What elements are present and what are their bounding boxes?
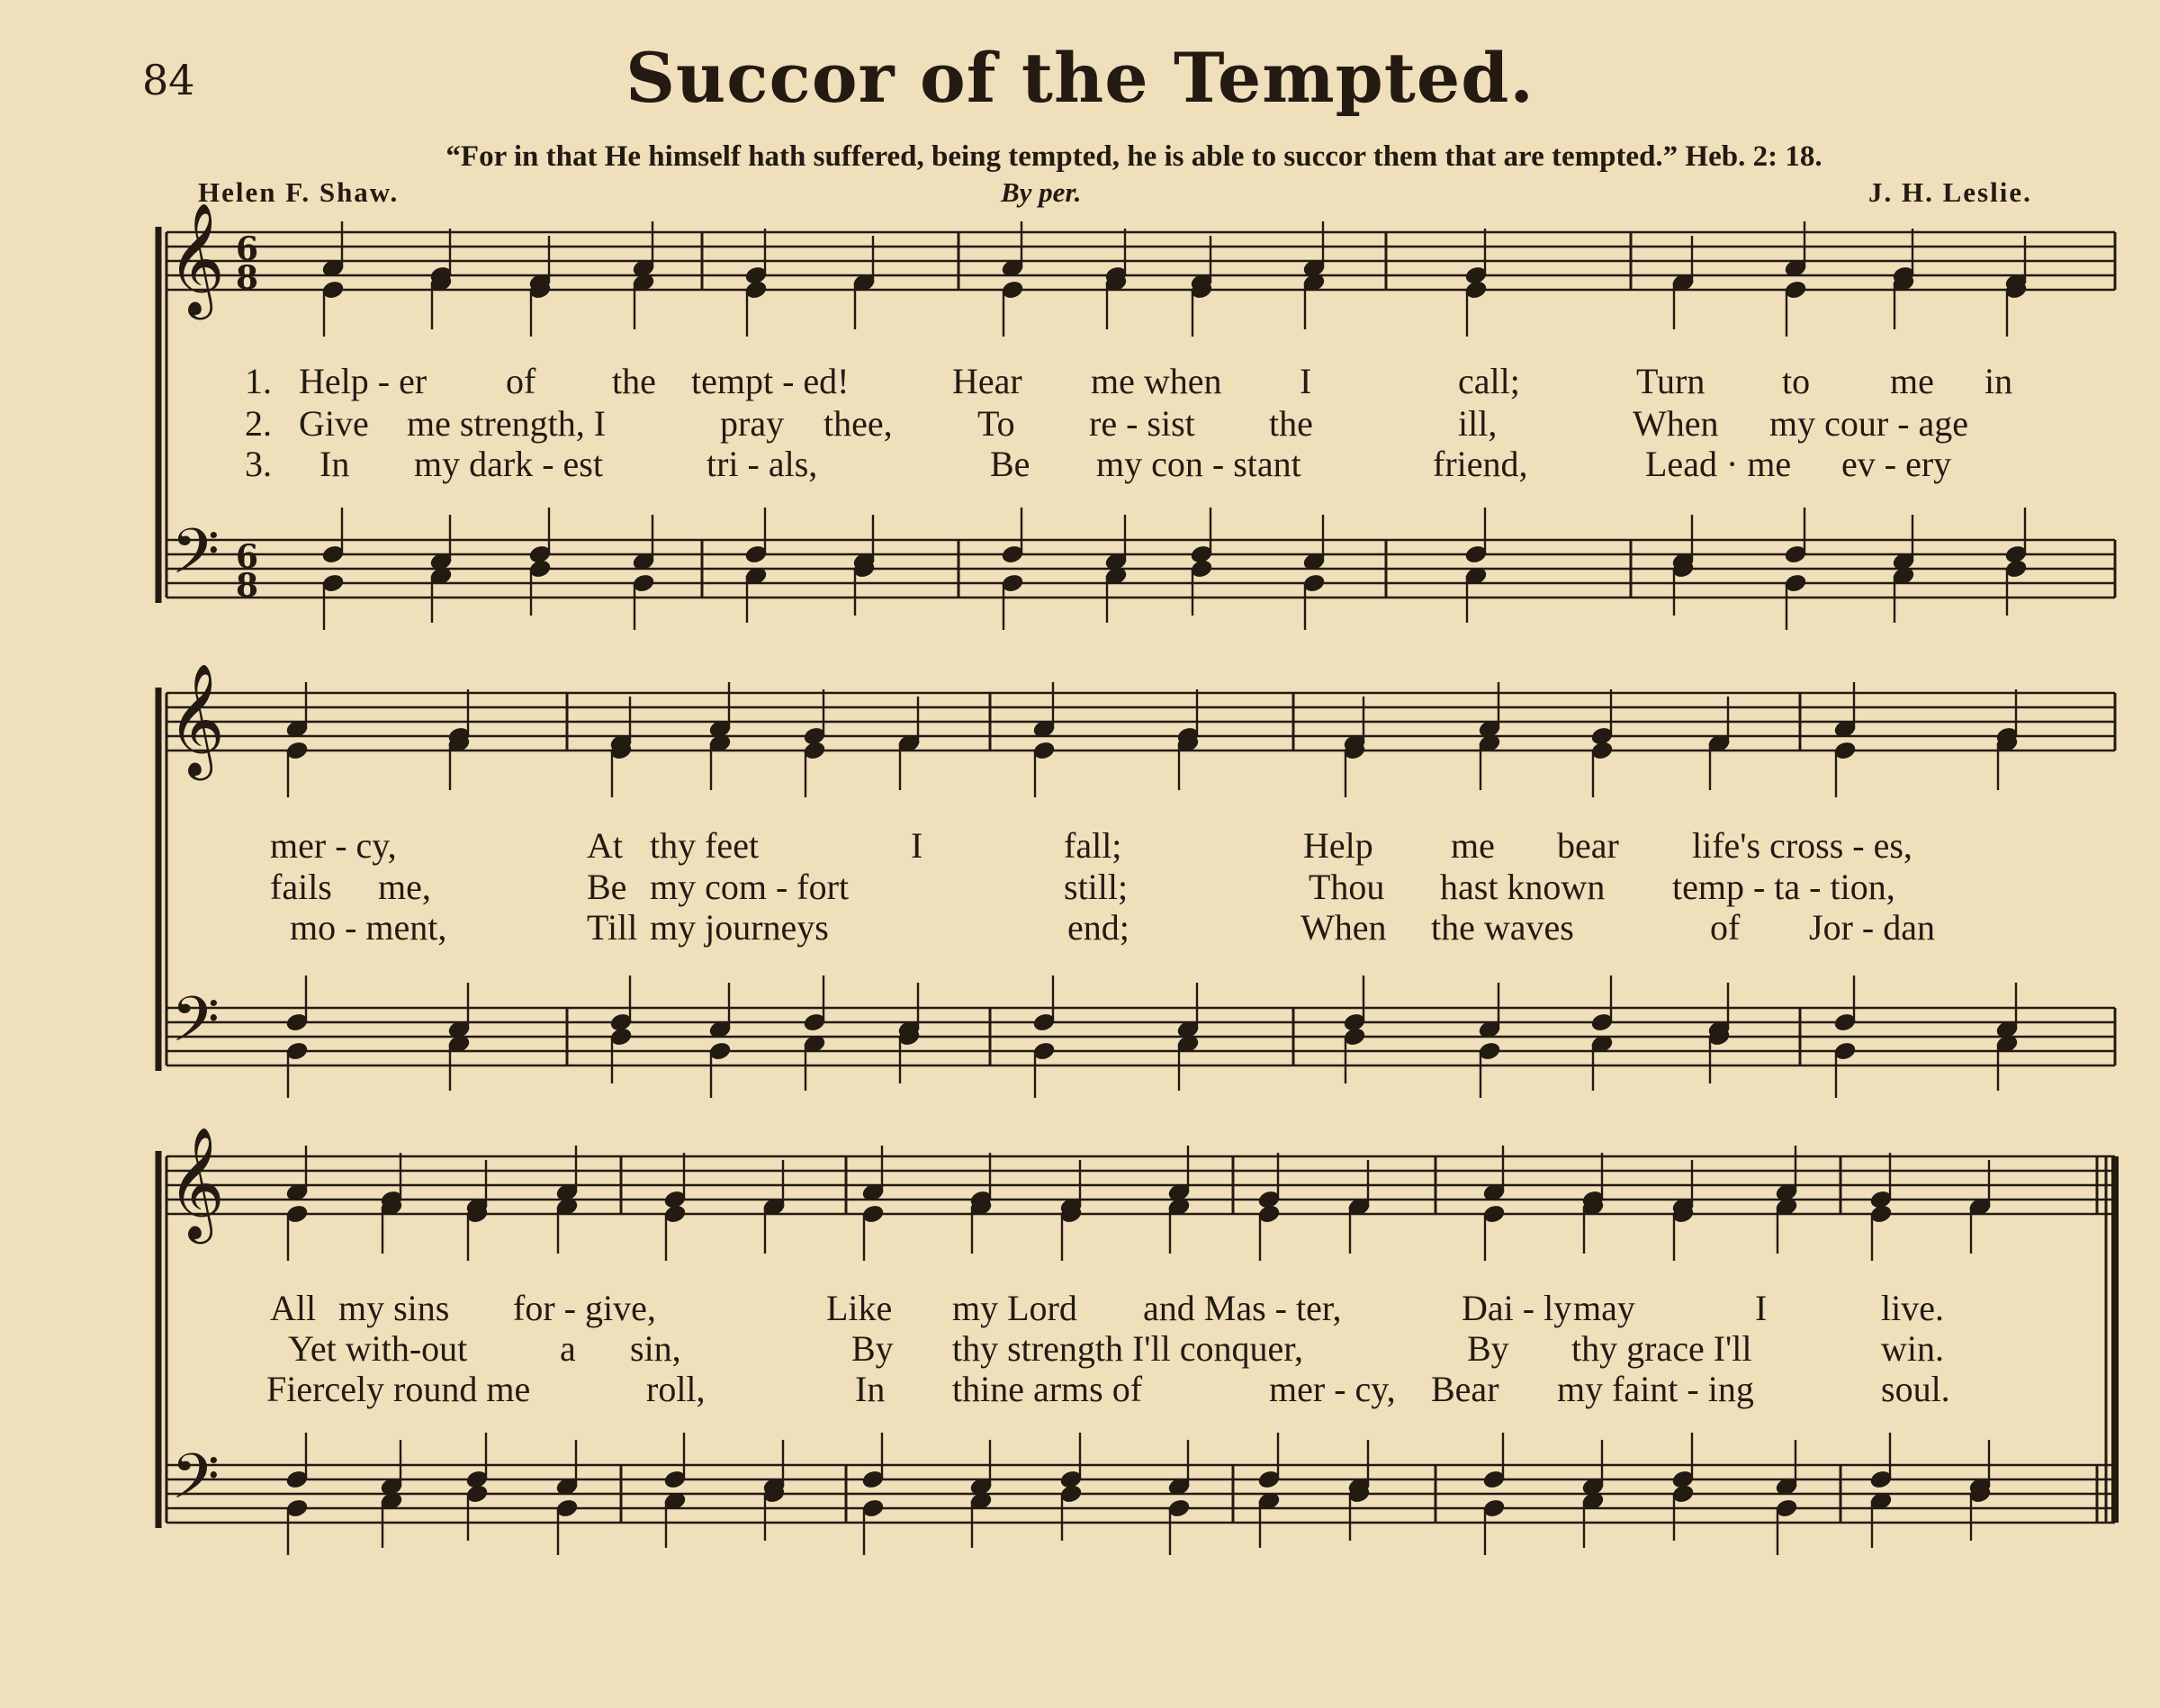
lyric-syllable: temp - ta - tion, — [1672, 867, 1895, 907]
lyric-syllable: thine arms of — [952, 1369, 1143, 1409]
lyric-syllable: me when — [1091, 361, 1222, 401]
lyric-syllable: ev - ery — [1841, 444, 1952, 484]
lyric-syllable: By — [851, 1328, 894, 1369]
lyric-syllable: the — [1269, 403, 1313, 444]
hymn-title: Succor of the Tempted. — [626, 38, 1534, 118]
lyrics-system2-verse2 — [0, 866, 2160, 905]
lyric-syllable: still; — [1064, 867, 1129, 907]
scripture-epigraph: “For in that He himself hath suffered, being tempted, he is able to succor them that are tempted.” Heb. 2: 18. — [446, 140, 1822, 173]
lyric-syllable: hast known — [1440, 867, 1606, 907]
lyric-syllable: Dai - ly — [1462, 1288, 1572, 1328]
lyric-syllable: Be — [990, 444, 1030, 484]
lyric-syllable: me, — [378, 867, 431, 907]
lyric-syllable: Help — [1303, 825, 1373, 866]
lyric-syllable: my Lord — [952, 1288, 1077, 1328]
lyric-syllable: my con - stant — [1096, 444, 1301, 484]
permission-note: By per. — [1001, 176, 1082, 208]
lyric-syllable: may — [1573, 1288, 1635, 1328]
lyric-syllable: I — [1300, 361, 1312, 401]
lyric-syllable: re - sist — [1089, 403, 1195, 444]
lyric-syllable: thee, — [824, 403, 893, 444]
lyric-syllable: Till — [587, 907, 638, 948]
lyric-syllable: me — [1451, 825, 1495, 866]
lyric-syllable: fall; — [1064, 825, 1122, 866]
page-number: 84 — [142, 56, 195, 104]
lyric-syllable: mer - cy, — [270, 825, 397, 866]
lyric-syllable: soul. — [1881, 1369, 1950, 1409]
lyrics-system1-verse1 — [0, 360, 2160, 400]
time-signature-bottom: 8 — [236, 567, 259, 605]
lyric-syllable: Be — [587, 867, 627, 907]
lyric-syllable: By — [1467, 1328, 1509, 1369]
time-signature-top: 6 — [236, 538, 259, 576]
treble-clef-icon: 𝄞 — [167, 1127, 225, 1239]
lyric-syllable: of — [506, 361, 536, 401]
lyrics-system3-verse2 — [0, 1327, 2160, 1367]
lyric-syllable: my faint - ing — [1557, 1369, 1754, 1409]
lyric-syllable: a — [560, 1328, 576, 1369]
lyric-syllable: sin, — [630, 1328, 681, 1369]
lyric-syllable: tri - als, — [706, 444, 818, 484]
lyric-syllable: thy strength I'll conquer, — [952, 1328, 1303, 1369]
lyric-syllable: call; — [1458, 361, 1520, 401]
treble-clef-icon: 𝄞 — [167, 663, 225, 776]
lyric-syllable: Bear — [1431, 1369, 1499, 1409]
time-signature-bottom: 8 — [236, 259, 259, 297]
bass-clef-icon: 𝄢 — [171, 983, 220, 1071]
lyric-syllable: bear — [1557, 825, 1619, 866]
lyrics-system1-verse2 — [0, 402, 2160, 442]
lyric-syllable: 2. — [245, 403, 272, 444]
lyrics-system2-verse3 — [0, 906, 2160, 946]
bass-clef-icon: 𝄢 — [171, 1440, 220, 1528]
lyric-syllable: friend, — [1433, 444, 1528, 484]
lyric-syllable: win. — [1881, 1328, 1944, 1369]
lyric-syllable: mer - cy, — [1269, 1369, 1396, 1409]
lyric-syllable: the waves — [1431, 907, 1574, 948]
lyric-syllable: Give — [299, 403, 369, 444]
lyric-syllable: In — [320, 444, 350, 484]
lyric-syllable: thy grace I'll — [1571, 1328, 1752, 1369]
lyric-syllable: Turn — [1636, 361, 1706, 401]
lyric-syllable: Fiercely round me — [266, 1369, 531, 1409]
lyrics-system1-verse3 — [0, 443, 2160, 482]
lyric-syllable: Hear — [952, 361, 1022, 401]
composer-credit: J. H. Leslie. — [1868, 176, 2032, 208]
treble-clef-icon: 𝄞 — [167, 202, 225, 315]
lyrics-system2-verse1 — [0, 824, 2160, 864]
lyric-syllable: In — [855, 1369, 886, 1409]
lyric-syllable: my dark - est — [414, 444, 603, 484]
lyric-syllable: Help - er — [299, 361, 428, 401]
lyric-syllable: life's cross - es, — [1692, 825, 1912, 866]
lyric-syllable: mo - ment, — [290, 907, 447, 948]
lyric-syllable: I — [911, 825, 923, 866]
lyric-syllable: tempt - ed! — [691, 361, 850, 401]
lyric-syllable: When — [1633, 403, 1719, 444]
lyric-syllable: the — [612, 361, 656, 401]
lyric-syllable: 3. — [245, 444, 272, 484]
lyric-syllable: roll, — [646, 1369, 706, 1409]
lyric-syllable: to — [1782, 361, 1811, 401]
lyric-syllable: live. — [1881, 1288, 1944, 1328]
lyric-syllable: of — [1710, 907, 1741, 948]
lyric-syllable: my journeys — [650, 907, 829, 948]
lyric-syllable: To — [977, 403, 1015, 444]
lyric-syllable: pray — [720, 403, 785, 444]
lyric-syllable: Lead · me — [1645, 444, 1792, 484]
lyrics-system3-verse3 — [0, 1368, 2160, 1407]
author-credit: Helen F. Shaw. — [198, 176, 400, 208]
lyric-syllable: fails — [270, 867, 332, 907]
lyric-syllable: Like — [826, 1288, 893, 1328]
lyric-syllable: Jor - dan — [1809, 907, 1935, 948]
lyric-syllable: end; — [1067, 907, 1130, 948]
time-signature-top: 6 — [236, 230, 259, 268]
lyric-syllable: me strength, I — [407, 403, 607, 444]
lyric-syllable: Thou — [1309, 867, 1385, 907]
lyric-syllable: my cour - age — [1769, 403, 1969, 444]
lyric-syllable: in — [1984, 361, 2013, 401]
lyric-syllable: for - give, — [513, 1288, 656, 1328]
lyric-syllable: ill, — [1458, 403, 1498, 444]
lyrics-system3-verse1 — [0, 1287, 2160, 1326]
lyric-syllable: my com - fort — [650, 867, 850, 907]
lyric-syllable: me — [1890, 361, 1934, 401]
lyric-syllable: When — [1300, 907, 1387, 948]
bass-clef-icon: 𝄢 — [171, 515, 220, 603]
lyric-syllable: thy feet — [650, 825, 760, 866]
lyric-syllable: At — [587, 825, 623, 866]
lyric-syllable: Yet with-out — [288, 1328, 468, 1369]
lyric-syllable: 1. — [245, 361, 272, 401]
lyric-syllable: I — [1755, 1288, 1768, 1328]
lyric-syllable: and Mas - ter, — [1143, 1288, 1342, 1328]
lyric-syllable: my sins — [338, 1288, 450, 1328]
lyric-syllable: All — [270, 1288, 317, 1328]
